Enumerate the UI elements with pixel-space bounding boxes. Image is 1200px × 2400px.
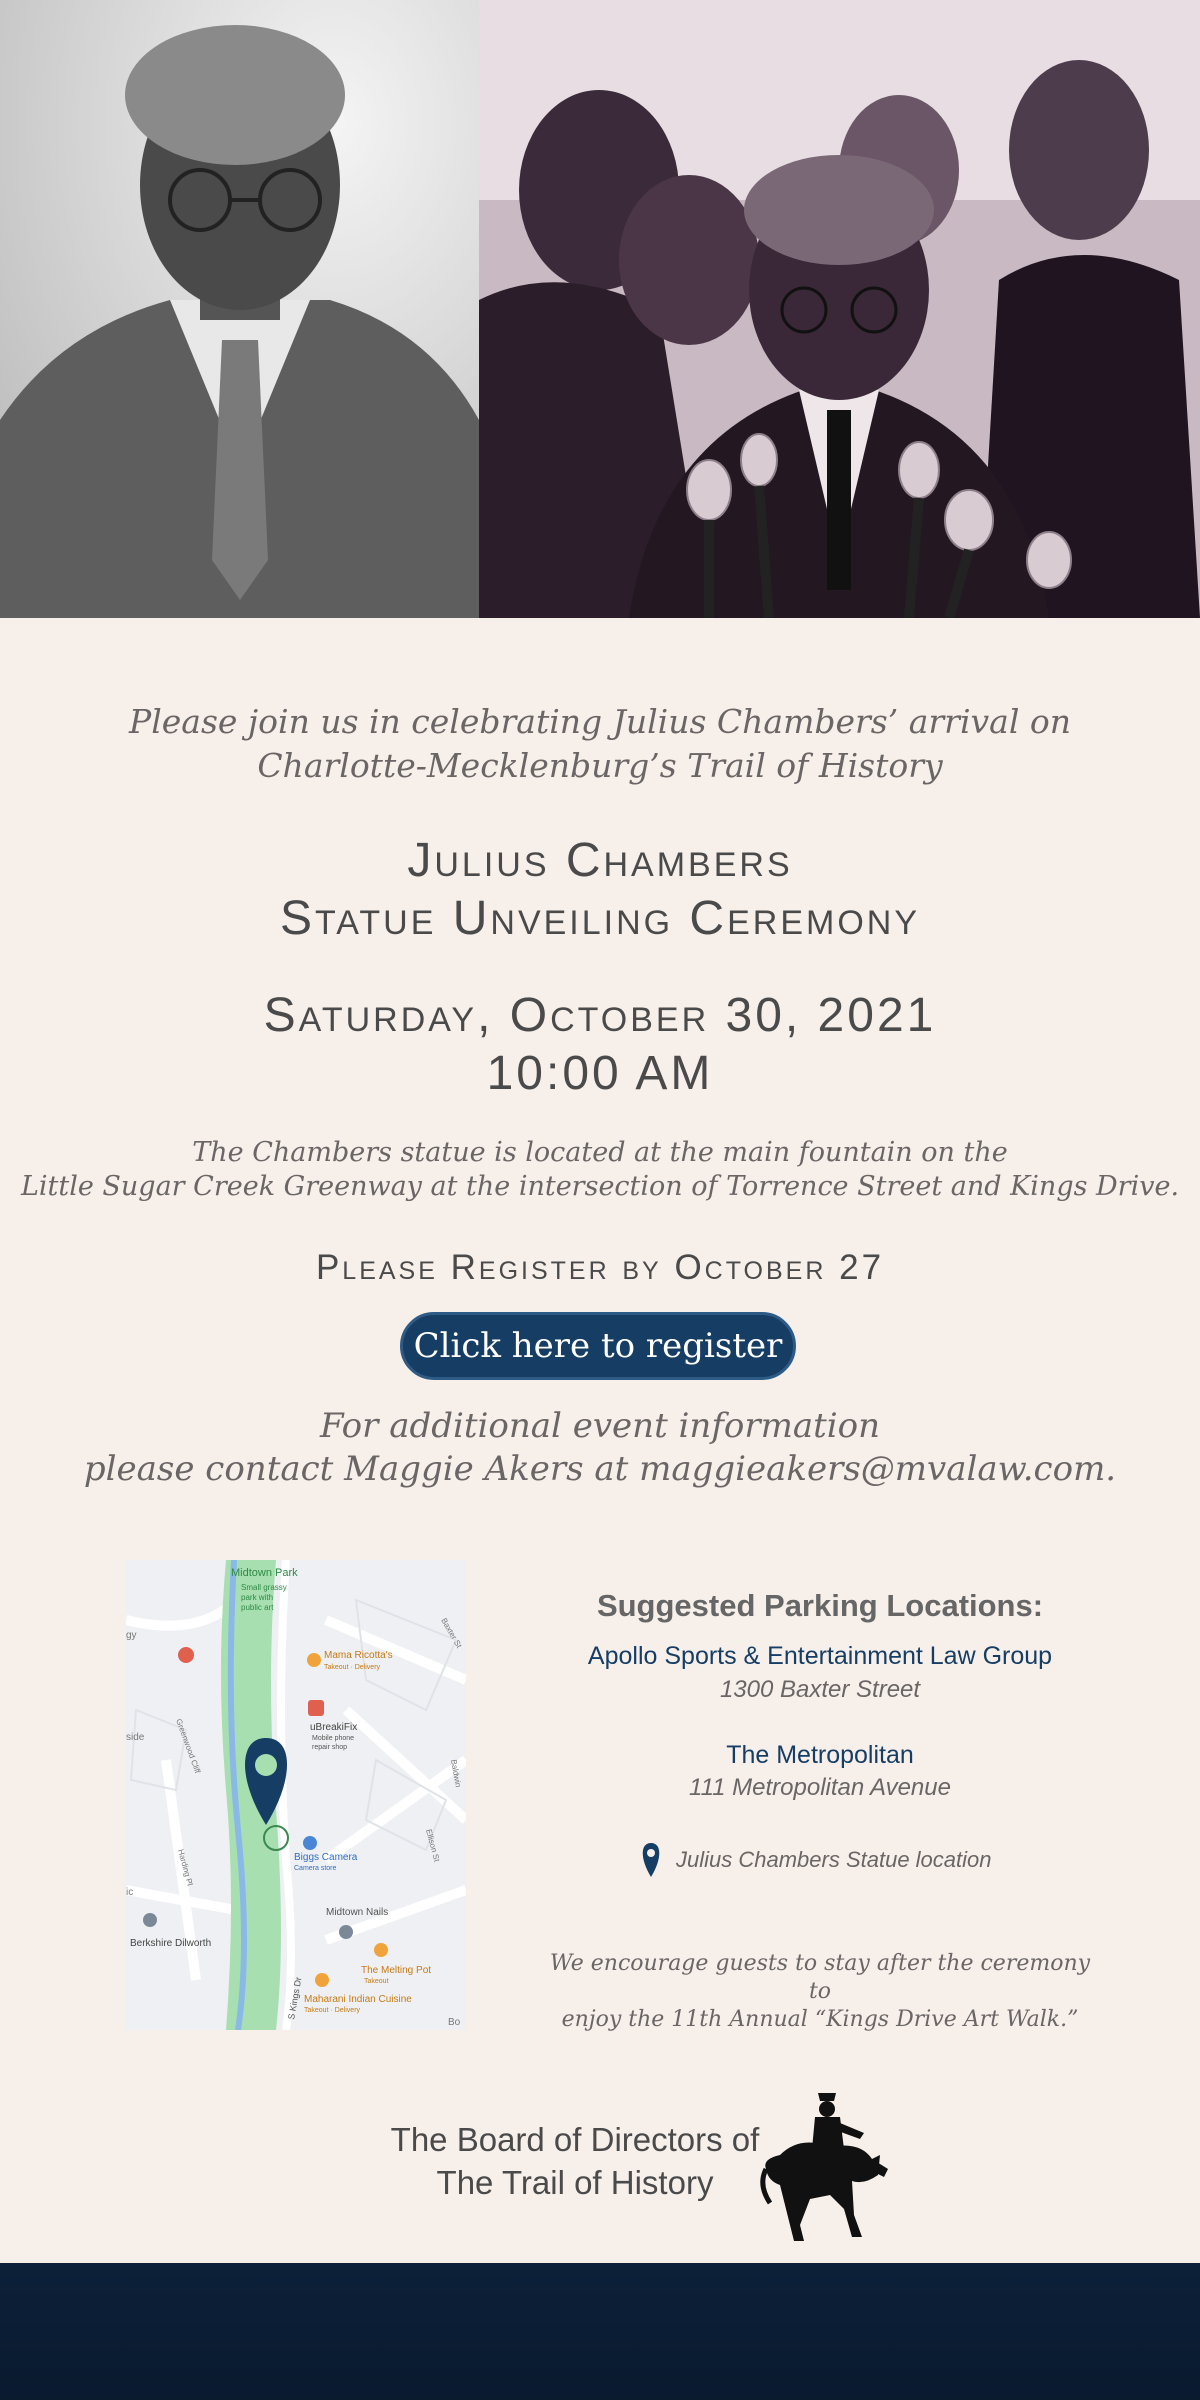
intro-line-1: Please join us in celebrating Julius Chambers’ arrival on: [129, 702, 1071, 741]
map-label-midtown-park: Midtown Park: [231, 1567, 298, 1579]
event-title: [0, 832, 1200, 948]
svg-text:park with: park with: [241, 1593, 274, 1602]
location-line-2: Little Sugar Creek Greenway at the intersection of Torrence Street and Kings Drive.: [20, 1171, 1180, 1202]
map-label-ubreak: uBreakiFix: [310, 1722, 358, 1733]
contact-line-1: For additional event information: [319, 1406, 881, 1446]
register-deadline: Please Register by October 27: [315, 1248, 885, 1287]
map-graphic: [126, 1560, 466, 2030]
statue-legend-label: Julius Chambers Statue location: [676, 1847, 992, 1872]
svg-text:gy: gy: [126, 1630, 137, 1641]
press-conference-photo: [479, 0, 1200, 618]
art-walk-line-2: enjoy the 11th Annual “Kings Drive Art Walk.”: [561, 2007, 1079, 2032]
event-time: 10:00 AM: [486, 1047, 714, 1100]
map-label-biggs: Biggs Camera: [294, 1852, 358, 1863]
intro-line-2: Charlotte-Mecklenburg’s Trail of History: [257, 746, 943, 785]
event-date-time: [0, 987, 1200, 1103]
svg-text:Takeout · Delivery: Takeout · Delivery: [324, 1664, 381, 1671]
footer-bar: [0, 2263, 1200, 2400]
contact-info: [0, 1405, 1200, 1491]
svg-text:Baxter St: Baxter St: [439, 1616, 464, 1650]
register-button[interactable]: Click here to register: [400, 1312, 796, 1380]
map-label-mama: Mama Ricotta's: [324, 1650, 393, 1661]
event-location: [0, 1136, 1200, 1204]
map-label-melting: The Melting Pot: [361, 1965, 432, 1976]
portrait-illustration: [0, 0, 479, 618]
contact-line-2[interactable]: please contact Maggie Akers at maggieakers@mvalaw.com.: [83, 1449, 1117, 1489]
art-walk-line-1: We encourage guests to stay after the ceremony to: [549, 1951, 1091, 2004]
svg-text:Takeout · Delivery: Takeout · Delivery: [304, 2007, 361, 2014]
svg-text:Ellison St: Ellison St: [424, 1828, 442, 1863]
press-illustration: [479, 0, 1200, 618]
svg-text:S Kings Dr: S Kings Dr: [286, 1976, 304, 2021]
svg-text:Takeout: Takeout: [364, 1978, 389, 1985]
location-map[interactable]: [126, 1560, 466, 2030]
location-line-1: The Chambers statue is located at the main fountain on the: [192, 1137, 1008, 1168]
portrait-photo: [0, 0, 479, 618]
parking-location-address: 1300 Baxter Street: [719, 1676, 921, 1703]
map-label-berkshire: Berkshire Dilworth: [130, 1938, 212, 1949]
svg-text:Harding Pl: Harding Pl: [176, 1848, 195, 1887]
map-label-nails: Midtown Nails: [326, 1907, 389, 1918]
svg-text:repair shop: repair shop: [312, 1744, 348, 1751]
svg-text:ic: ic: [126, 1887, 134, 1898]
event-title-line-1: Julius Chambers: [407, 834, 793, 887]
svg-text:Camera store: Camera store: [294, 1865, 337, 1872]
board-signature: [365, 2118, 785, 2204]
horse-rider-logo-icon: [760, 2085, 890, 2245]
event-title-line-2: Statue Unveiling Ceremony: [279, 892, 921, 945]
svg-text:public art: public art: [241, 1603, 274, 1612]
board-line-1: The Board of Directors of: [390, 2121, 760, 2158]
map-label-maharani: Maharani Indian Cuisine: [304, 1994, 412, 2005]
header-photos: [0, 0, 1200, 618]
statue-location-legend: [640, 1840, 992, 1880]
parking-location-name: The Metropolitan: [726, 1741, 914, 1769]
parking-heading: Suggested Parking Locations:: [596, 1588, 1044, 1623]
event-date: Saturday, October 30, 2021: [263, 989, 937, 1042]
art-walk-note: [540, 1950, 1100, 2034]
board-line-2: The Trail of History: [436, 2164, 714, 2201]
svg-text:Baldwin: Baldwin: [449, 1758, 463, 1788]
svg-text:Greenwood Cliff: Greenwood Cliff: [174, 1717, 203, 1775]
map-pin-icon: [640, 1843, 662, 1877]
svg-text:Bo: Bo: [448, 2017, 461, 2028]
svg-text:side: side: [126, 1732, 145, 1743]
svg-text:Mobile phone: Mobile phone: [312, 1735, 355, 1742]
svg-text:Small grassy: Small grassy: [241, 1583, 287, 1592]
parking-location-name: Apollo Sports & Entertainment Law Group: [587, 1642, 1053, 1670]
intro-text: [0, 700, 1200, 788]
parking-location-address: 111 Metropolitan Avenue: [689, 1774, 951, 1801]
